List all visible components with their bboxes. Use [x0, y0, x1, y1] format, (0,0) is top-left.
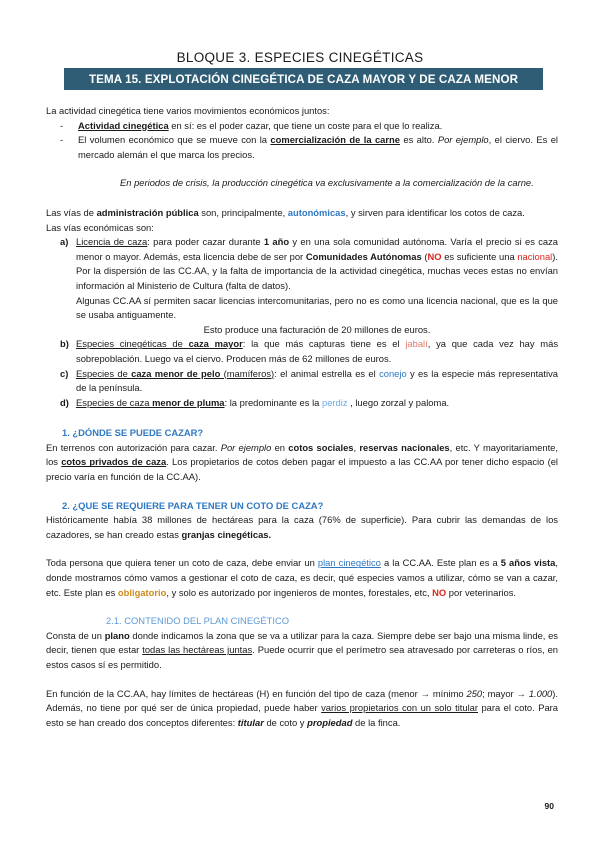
- list-item-text: es alto.: [399, 134, 438, 146]
- topic-title: TEMA 15. EXPLOTACIÓN CINEGÉTICA DE CAZA MAYOR Y DE CAZA MENOR: [88, 72, 519, 86]
- crisis-note: En periodos de crisis, la producción cinegética va exclusivamente a la comercialización de la carne.: [120, 177, 534, 189]
- highlight-no: NO: [427, 250, 442, 262]
- link-plan-cinegetico[interactable]: plan cinegético: [317, 557, 381, 569]
- text: , donde mostramos cómo vamos a gestionar el coto de caza, es decir, qué especies vamos a utilizar, cómo se van a cazar, etc. Este plan es: [46, 557, 558, 598]
- vias-economicas-intro: Las vías económicas son:: [46, 221, 154, 233]
- term-caza-mayor: Especies cinegéticas de: [76, 338, 189, 350]
- text: ; mayor →: [482, 687, 529, 699]
- text: son, principalmente,: [198, 206, 288, 218]
- italic-number: 250: [466, 687, 483, 699]
- text: Esto produce una facturación de 20 millones de euros.: [203, 323, 431, 335]
- list-marker: c): [60, 367, 69, 379]
- text: : la que más capturas tiene es el: [242, 338, 406, 350]
- bold-italic-text: titular: [237, 716, 264, 728]
- bold-text: cotos sociales: [288, 441, 354, 453]
- section-1-paragraph: [46, 441, 558, 485]
- document-body: [46, 104, 558, 730]
- highlight-jabali: jabalí: [405, 338, 428, 350]
- term-autonomicas: autonómicas: [287, 206, 346, 218]
- list-item-d: [46, 396, 558, 411]
- list-marker: b): [60, 338, 69, 350]
- list-bullet: -: [60, 134, 64, 146]
- list-marker: a): [60, 236, 69, 248]
- term-cotos-privados: cotos privados de caza: [61, 456, 167, 468]
- text: ). Por la dispersión de las CC.AA, y la falta de importancia de la actividad cinegética, muchas veces estas no envían información al Ministerio de Cultura (falta de datos).: [76, 250, 558, 291]
- highlight-nacional: nacional: [517, 250, 553, 262]
- text: ,: [353, 441, 360, 453]
- term-caza-menor-pelo: Especies de: [76, 367, 132, 379]
- intro-text: La actividad cinegética tiene varios movimientos económicos juntos:: [46, 105, 330, 116]
- text: . Los propietarios de cotos deben pagar el impuesto a las CC.AA por tener dicho espacio (el precio varía en función de la CC.AA).: [46, 456, 558, 483]
- term-caza-menor-pluma-bold: menor de pluma: [152, 396, 225, 408]
- term-mamiferos: (mamíferos): [220, 367, 275, 379]
- term-admin-publica: administración pública: [96, 206, 199, 218]
- underlined-text: varios propietarios con un solo titular: [321, 702, 479, 714]
- text: y es la especie más representativa de la península.: [76, 367, 558, 394]
- text: . Puede ocurrir que el perímetro sea atravesado por carreteras o ríos, en estos casos sí es permitido.: [46, 644, 559, 670]
- text: (: [421, 250, 428, 262]
- text: : la predominante es la: [224, 396, 322, 408]
- term-caza-menor-pluma: Especies de caza: [76, 396, 153, 408]
- page-number: 90: [544, 801, 554, 811]
- text: , etc. Y mayoritariamente, los: [46, 441, 558, 468]
- bold-text: Comunidades Autónomas: [305, 250, 422, 262]
- vias-list: [46, 235, 558, 410]
- bold-italic-text: propiedad: [307, 716, 353, 728]
- highlight-obligatorio: obligatorio: [117, 586, 167, 598]
- section-2-1-paragraph-1: [46, 629, 558, 673]
- section-2-1-heading: 2.1. CONTENIDO DEL PLAN CINEGÉTICO: [106, 615, 290, 627]
- text: a la CC.AA. Este plan es a: [380, 557, 501, 569]
- list-item: [46, 119, 558, 134]
- text: , ya que cada vez hay más sobrepoblación. Luego va el ciervo. Producen más de 62 millones de euros.: [76, 338, 559, 364]
- vias-paragraph: [46, 206, 558, 221]
- text: de coto y: [263, 716, 308, 728]
- text: En función de la CC.AA, hay límites de hectáreas (H) en función del tipo de caza (menor → mínimo: [46, 687, 467, 699]
- italic-number: 1.000: [528, 687, 553, 699]
- bold-text: 1 año: [263, 236, 290, 248]
- bold-text: granjas cinegéticas.: [181, 528, 272, 540]
- term-comercializacion: comercialización de la carne: [270, 134, 400, 146]
- text: Históricamente había 38 millones de hectáreas para la caza (76% de superficie). Para cubrir las demandas de los cazadores, se han creado estas: [46, 514, 558, 540]
- text: ). Además, no tiene por qué ser de única propiedad, puede haber: [46, 687, 559, 714]
- italic-example: Por ejemplo: [220, 441, 272, 453]
- intro-list: [46, 119, 558, 163]
- highlight-conejo: conejo: [379, 367, 407, 379]
- text: por veterinarios.: [446, 586, 517, 598]
- section-2-paragraph-2: [46, 556, 558, 600]
- text: donde indicamos la zona que se va a utilizar para la caza. Siempre debe ser bajo una misma linde, es decir, tienen que estar: [46, 629, 558, 656]
- term-caza-mayor-bold: caza mayor: [188, 338, 243, 350]
- bold-text: plano: [104, 629, 130, 641]
- text: Toda persona que quiera tener un coto de caza, debe enviar un: [46, 557, 318, 569]
- section-2-1-paragraph-2: [46, 687, 558, 731]
- text: Las vías de: [46, 206, 97, 218]
- list-item-a: [46, 235, 558, 337]
- list-item-text: en sí: es el poder cazar, que tiene un coste para el que lo realiza.: [168, 119, 443, 131]
- list-item: [46, 133, 558, 162]
- text: de la finca.: [352, 716, 401, 728]
- bold-text: 5 años vista: [500, 557, 556, 569]
- section-2-heading: 2. ¿QUE SE REQUIERE PARA TENER UN COTO DE CAZA?: [62, 499, 324, 511]
- text: para el coto. Para esto se han creado dos conceptos diferentes:: [46, 702, 558, 728]
- term-actividad-cinegetica: Actividad cinegética: [78, 119, 169, 131]
- list-item-c: [46, 367, 558, 396]
- text: , luego zorzal y paloma.: [347, 396, 450, 408]
- text: Consta de un: [46, 629, 105, 641]
- term-licencia: Licencia de caza: [76, 236, 148, 248]
- underlined-text: todas las hectáreas juntas: [142, 644, 253, 656]
- text: es suficiente una: [441, 250, 518, 262]
- text: : el animal estrella es el: [274, 367, 380, 379]
- highlight-no: NO: [432, 586, 447, 598]
- section-1-heading: 1. ¿DÓNDE SE PUEDE CAZAR?: [62, 427, 204, 439]
- list-marker: d): [60, 396, 69, 408]
- text: : para poder cazar durante: [147, 236, 264, 248]
- list-item-b: [46, 337, 558, 366]
- block-title: BLOQUE 3. ESPECIES CINEGÉTICAS: [176, 50, 424, 65]
- text: , y sirven para identificar los cotos de caza.: [345, 206, 525, 218]
- list-item-text: El volumen económico que se mueve con la: [78, 134, 271, 146]
- section-2-paragraph-1: [46, 513, 558, 542]
- text: En terrenos con autorización para cazar.: [46, 441, 221, 453]
- text: y en una sola comunidad autónoma. Varía el precio si es caza menor o mayor. Además, esta licencia debe de ser por: [76, 236, 558, 262]
- italic-example: Por ejemplo: [437, 134, 489, 146]
- bold-text: reservas nacionales: [359, 441, 450, 453]
- topic-title-bar: [64, 68, 543, 90]
- list-bullet: -: [60, 119, 64, 131]
- list-item-text: , el ciervo. Es el mercado alemán el que marca los precios.: [78, 134, 559, 160]
- text: , y solo es autorizado por ingenieros de montes, forestales, etc,: [166, 586, 433, 598]
- highlight-perdiz: perdiz: [321, 396, 348, 408]
- text: Algunas CC.AA sí permiten sacar licencias intercomunitarias, pero no es como una licencia nacional, que es la que se usaba antiguamente.: [76, 294, 558, 321]
- text: en: [271, 441, 289, 453]
- term-caza-menor-pelo-bold: caza menor de pelo: [131, 367, 221, 379]
